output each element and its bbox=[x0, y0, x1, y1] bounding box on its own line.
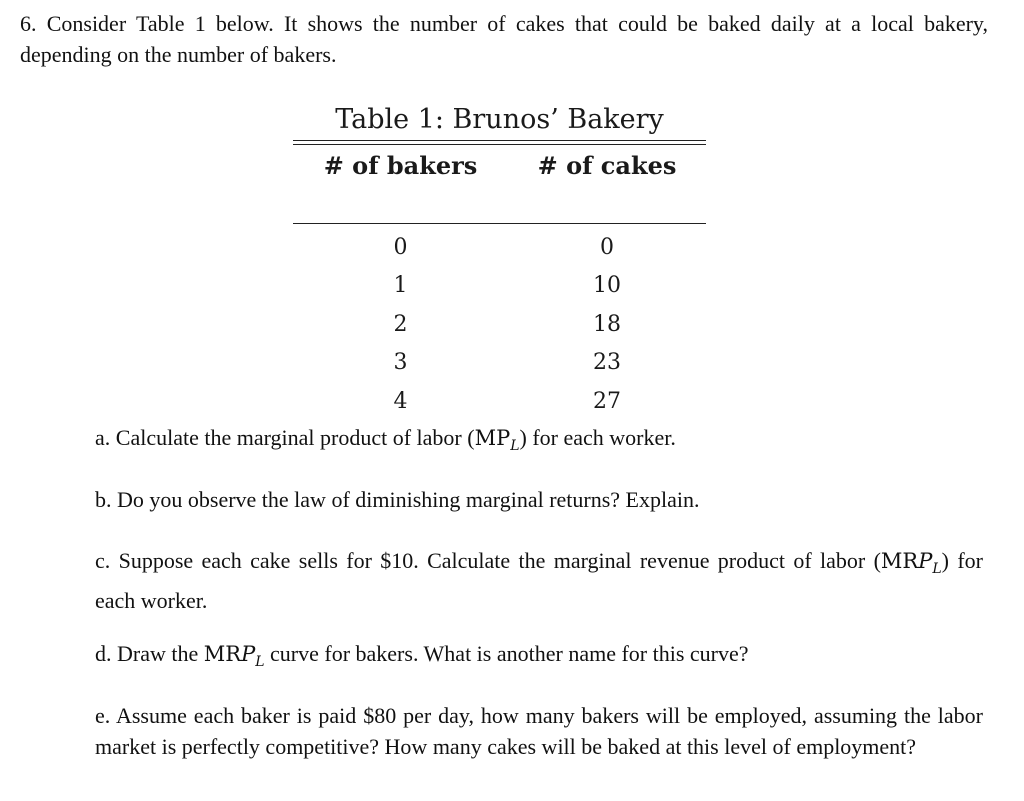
math-subscript: L bbox=[255, 654, 265, 670]
cell-cakes: 0 bbox=[600, 234, 614, 260]
question-a bbox=[95, 422, 983, 462]
cell-bakers: 1 bbox=[393, 273, 408, 299]
column-header-cakes: # of cakes bbox=[537, 150, 677, 180]
math-subscript: L bbox=[932, 561, 942, 577]
table-top-rule bbox=[293, 140, 706, 141]
problem-intro: 6. Consider Table 1 below. It shows the number of cakes that could be baked daily at a local bakery, depending on the number of bakers. bbox=[20, 11, 988, 67]
table-row bbox=[293, 228, 706, 267]
question-c-text-after: ) for each worker. bbox=[95, 548, 983, 613]
math-base-italic: P bbox=[241, 642, 256, 666]
bakery-table bbox=[293, 100, 706, 421]
question-d-text-after: curve for bakers. What is another name for this curve? bbox=[264, 641, 749, 666]
math-base-roman: MR bbox=[203, 642, 242, 666]
question-c-text-before: c. Suppose each cake sells for $10. Calculate the marginal revenue product of labor ( bbox=[95, 548, 881, 573]
table-body bbox=[293, 228, 706, 421]
cell-bakers: 2 bbox=[393, 311, 408, 337]
question-e bbox=[95, 700, 983, 762]
cell-cakes: 23 bbox=[593, 350, 621, 376]
math-base: MP bbox=[474, 426, 511, 450]
cell-bakers: 4 bbox=[393, 388, 408, 414]
table-caption: Table 1: Brunos’ Bakery bbox=[335, 104, 664, 135]
question-a-text-before: a. Calculate the marginal product of labor ( bbox=[95, 425, 475, 450]
cell-bakers: 3 bbox=[393, 350, 408, 376]
question-b-text: b. Do you observe the law of diminishing marginal returns? Explain. bbox=[95, 487, 700, 512]
cell-cakes: 10 bbox=[593, 273, 621, 299]
table-row bbox=[293, 344, 706, 383]
cell-bakers: 0 bbox=[393, 234, 408, 260]
question-c bbox=[95, 545, 983, 616]
table-row bbox=[293, 382, 706, 421]
question-e-text: e. Assume each baker is paid $80 per day, how many bakers will be employed, assuming the labor market is perfectly competitive? How many cakes will be baked at this level of employment? bbox=[95, 703, 983, 759]
column-header-bakers: # of bakers bbox=[323, 150, 478, 180]
table-header-rule bbox=[293, 223, 706, 224]
question-c-math bbox=[880, 549, 942, 577]
cell-cakes: 18 bbox=[593, 311, 621, 337]
question-d bbox=[95, 638, 983, 678]
question-d-text-before: d. Draw the bbox=[95, 641, 204, 666]
question-b bbox=[95, 484, 983, 515]
table-row bbox=[293, 305, 706, 344]
table-header-row bbox=[293, 145, 706, 185]
math-subscript: L bbox=[510, 438, 520, 454]
cell-cakes: 27 bbox=[593, 388, 621, 414]
question-d-math bbox=[203, 642, 265, 670]
question-a-text-after: ) for each worker. bbox=[519, 425, 676, 450]
table-row bbox=[293, 267, 706, 306]
question-a-math bbox=[474, 426, 520, 454]
math-base-roman: MR bbox=[880, 549, 919, 573]
math-base-italic: P bbox=[918, 549, 933, 573]
